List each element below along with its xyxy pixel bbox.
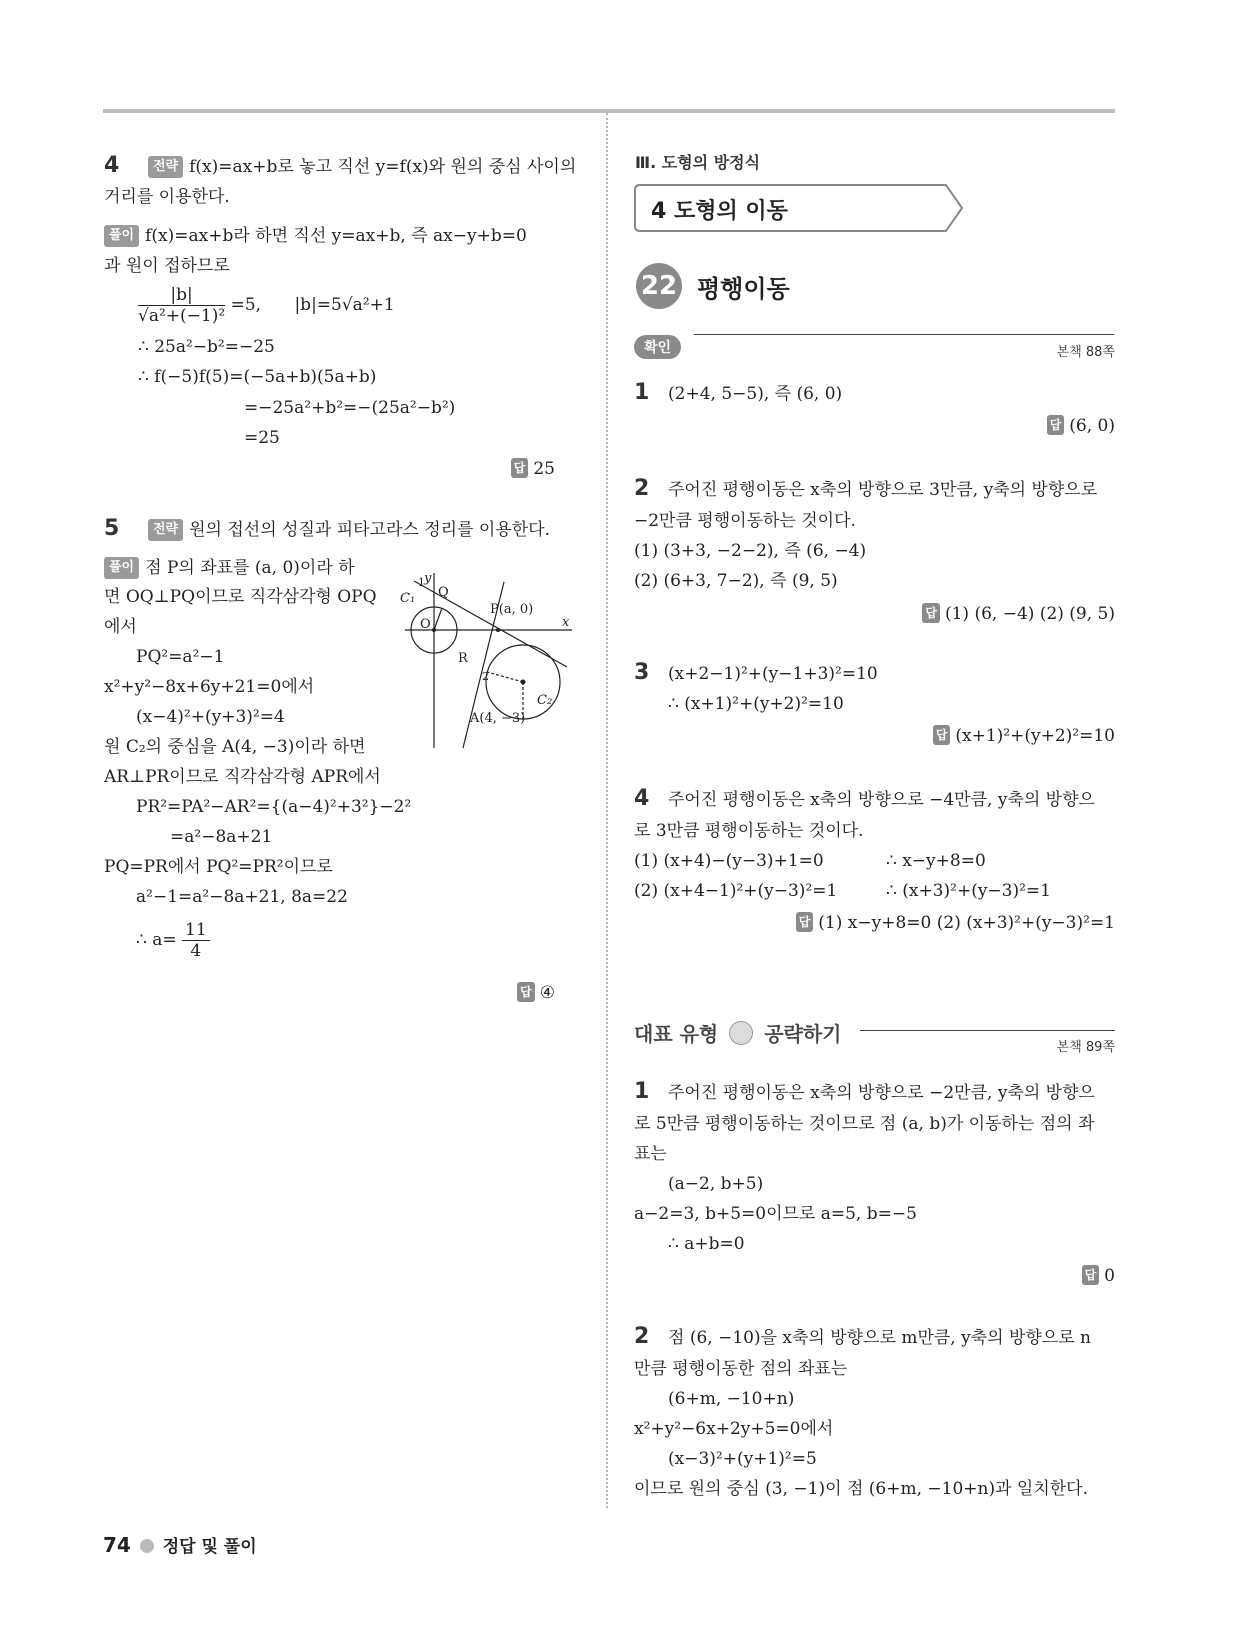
answer-tag: 답 — [517, 982, 535, 1002]
rep-ref: 본책 89쪽 — [1056, 1040, 1115, 1055]
solution-line: 면 OQ⊥PQ이므로 직각삼각형 OPQ — [104, 587, 377, 607]
confirm-ref: 본책 88쪽 — [1056, 345, 1115, 360]
solution-line: 로 5만큼 평행이동하는 것이므로 점 (a, b)가 이동하는 점의 좌 — [634, 1114, 1095, 1134]
page-number: 74 — [103, 1533, 131, 1557]
solution-line: (a−2, b+5) — [668, 1174, 764, 1194]
solution-line: 원 C₂의 중심을 A(4, −3)이라 하면 — [104, 737, 366, 757]
solution-line: 주어진 평행이동은 x축의 방향으로 −4만큼, y축의 방향으 — [668, 790, 1095, 810]
solution-tag: 풀이 — [104, 557, 139, 579]
problem-number: 1 — [634, 380, 650, 405]
label-o: O — [420, 617, 431, 632]
solution-line: (x−3)²+(y+1)²=5 — [668, 1449, 817, 1469]
label-one: 1 — [418, 576, 425, 589]
solution-line: 표는 — [634, 1144, 667, 1164]
lesson-number-badge: 22 — [636, 263, 682, 309]
solution-line: ∴ 25a²−b²=−25 — [138, 337, 275, 357]
solution-line: (1) (x+4)−(y−3)+1=0 — [634, 851, 824, 871]
solution-line: =a²−8a+21 — [170, 827, 273, 847]
label-q: Q — [438, 585, 449, 600]
label-two: 2 — [482, 670, 489, 683]
solution-tag: 풀이 — [104, 225, 139, 247]
strategy-tag: 전략 — [148, 519, 183, 541]
solution-line: =25 — [244, 428, 280, 448]
label-p: P(a, 0) — [490, 602, 534, 617]
answer: 답 (1) (6, −4) (2) (9, 5) — [922, 603, 1115, 624]
solution-line: (x−4)²+(y+3)²=4 — [136, 707, 285, 727]
footer-label: 정답 및 풀이 — [162, 1537, 257, 1557]
fraction: $\frac{11}{4}$ — [182, 920, 210, 961]
tangent-line-q — [414, 581, 567, 667]
solution-line: ∴ a+b=0 — [668, 1234, 745, 1254]
answer: 답 (6, 0) — [1047, 415, 1115, 436]
solution-line: AR⊥PR이므로 직각삼각형 APR에서 — [104, 767, 381, 787]
problem-number: 2 — [634, 476, 650, 501]
top-rule — [103, 109, 1115, 113]
solution-line: ∴ f(−5)f(5)=(−5a+b)(5a+b) — [138, 367, 377, 387]
solution-line: 이므로 원의 중심 (3, −1)이 점 (6+m, −10+n)과 일치한다. — [634, 1479, 1089, 1499]
solution-line: −2만큼 평행이동하는 것이다. — [634, 511, 856, 531]
solution-line: x²+y²−6x+2y+5=0에서 — [634, 1419, 834, 1439]
solution-line: 점 P의 좌표를 (a, 0)이라 하 — [145, 558, 355, 578]
solution-line: (2) (6+3, 7−2), 즉 (9, 5) — [634, 571, 838, 591]
fraction: $\frac{|b|}{\text{√a²+(−1)²}}$ — [138, 285, 226, 326]
medal-icon — [729, 1021, 753, 1045]
solution-line: ∴ x−y+8=0 — [886, 851, 986, 871]
answer: 답 ④ — [517, 982, 555, 1003]
solution-line: 에서 — [104, 617, 137, 637]
solution-line: (2+4, 5−5), 즉 (6, 0) — [668, 384, 843, 404]
strategy-text: 원의 접선의 성질과 피타고라스 정리를 이용한다. — [189, 520, 550, 540]
solution-line: 과 원이 접하므로 — [104, 256, 230, 276]
lesson-title: 평행이동 — [697, 275, 790, 303]
problem-number: 1 — [634, 1079, 650, 1104]
radius-ar — [487, 672, 523, 682]
label-c1: C₁ — [400, 591, 416, 606]
radius-oq — [434, 608, 442, 630]
answer-tag: 답 — [1082, 1265, 1100, 1285]
solution-line: =−25a²+b²=−(25a²−b²) — [244, 398, 456, 418]
problem-number: 4 — [634, 786, 650, 811]
solution-line: (6+m, −10+n) — [668, 1389, 795, 1409]
point-p — [496, 628, 500, 632]
point-o — [432, 628, 436, 632]
problem-number: 3 — [634, 660, 650, 685]
strategy-text-cont: 거리를 이용한다. — [104, 187, 230, 207]
solution-line: 점 (6, −10)을 x축의 방향으로 m만큼, y축의 방향으로 n — [668, 1328, 1092, 1348]
solution-line: 주어진 평행이동은 x축의 방향으로 −2만큼, y축의 방향으 — [668, 1083, 1095, 1103]
solution-line: ∴ (x+3)²+(y−3)²=1 — [886, 881, 1051, 901]
bullet-icon — [140, 1539, 154, 1553]
circle-tangent-diagram — [400, 570, 575, 750]
section-label: Ⅲ. 도형의 방정식 — [635, 153, 761, 172]
solution-line: ∴ (x+1)²+(y+2)²=10 — [668, 694, 844, 714]
solution-line: 주어진 평행이동은 x축의 방향으로 3만큼, y축의 방향으로 — [668, 480, 1098, 500]
strategy-text: f(x)=ax+b로 놓고 직선 y=f(x)와 원의 중심 사이의 — [189, 157, 577, 177]
solution-line: (2) (x+4−1)²+(y−3)²=1 — [634, 881, 838, 901]
solution-line: PR²=PA²−AR²={(a−4)²+3²}−2² — [136, 797, 412, 817]
strategy-tag: 전략 — [148, 156, 183, 178]
label-y: y — [424, 571, 432, 586]
rep-section-title: 대표 유형 공략하기 — [634, 1022, 842, 1046]
label-a: A(4, −3) — [470, 711, 526, 726]
solution-line: x²+y²−8x+6y+21=0에서 — [104, 677, 315, 697]
rep-rule — [860, 1030, 1115, 1031]
problem-number: 2 — [634, 1324, 650, 1349]
answer: 답 (1) x−y+8=0 (2) (x+3)²+(y−3)²=1 — [796, 912, 1115, 933]
problem-number: 4 — [104, 153, 120, 178]
answer-tag: 답 — [933, 725, 951, 745]
label-x: x — [562, 615, 570, 630]
solution-line: (1) (3+3, −2−2), 즉 (6, −4) — [634, 541, 867, 561]
label-c2: C₂ — [537, 693, 553, 708]
solution-line: 만큼 평행이동한 점의 좌표는 — [634, 1359, 848, 1379]
answer-tag: 답 — [511, 458, 529, 478]
answer: 답 (x+1)²+(y+2)²=10 — [933, 725, 1115, 746]
problem-number: 5 — [104, 516, 120, 541]
answer-tag: 답 — [796, 912, 814, 932]
solution-line: a²−1=a²−8a+21, 8a=22 — [136, 887, 348, 907]
confirm-rule — [694, 334, 1114, 335]
solution-line: a−2=3, b+5=0이므로 a=5, b=−5 — [634, 1204, 917, 1224]
column-divider — [606, 113, 608, 1508]
solution-line: (x+2−1)²+(y−1+3)²=10 — [668, 664, 878, 684]
chapter-title: 4 도형의 이동 — [651, 199, 788, 224]
solution-line: PQ²=a²−1 — [136, 647, 225, 667]
answer: 답 25 — [511, 458, 555, 479]
answer: 답 0 — [1082, 1265, 1115, 1286]
confirm-tag: 확인 — [634, 335, 681, 359]
solution-line: 로 3만큼 평행이동하는 것이다. — [634, 821, 864, 841]
answer-tag: 답 — [922, 603, 940, 623]
point-a — [521, 680, 526, 685]
answer-tag: 답 — [1047, 415, 1065, 435]
solution-line: PQ=PR에서 PQ²=PR²이므로 — [104, 857, 333, 877]
solution-line: f(x)=ax+b라 하면 직선 y=ax+b, 즉 ax−y+b=0 — [145, 226, 527, 246]
page-footer — [103, 1532, 257, 1557]
label-r: R — [458, 651, 468, 666]
